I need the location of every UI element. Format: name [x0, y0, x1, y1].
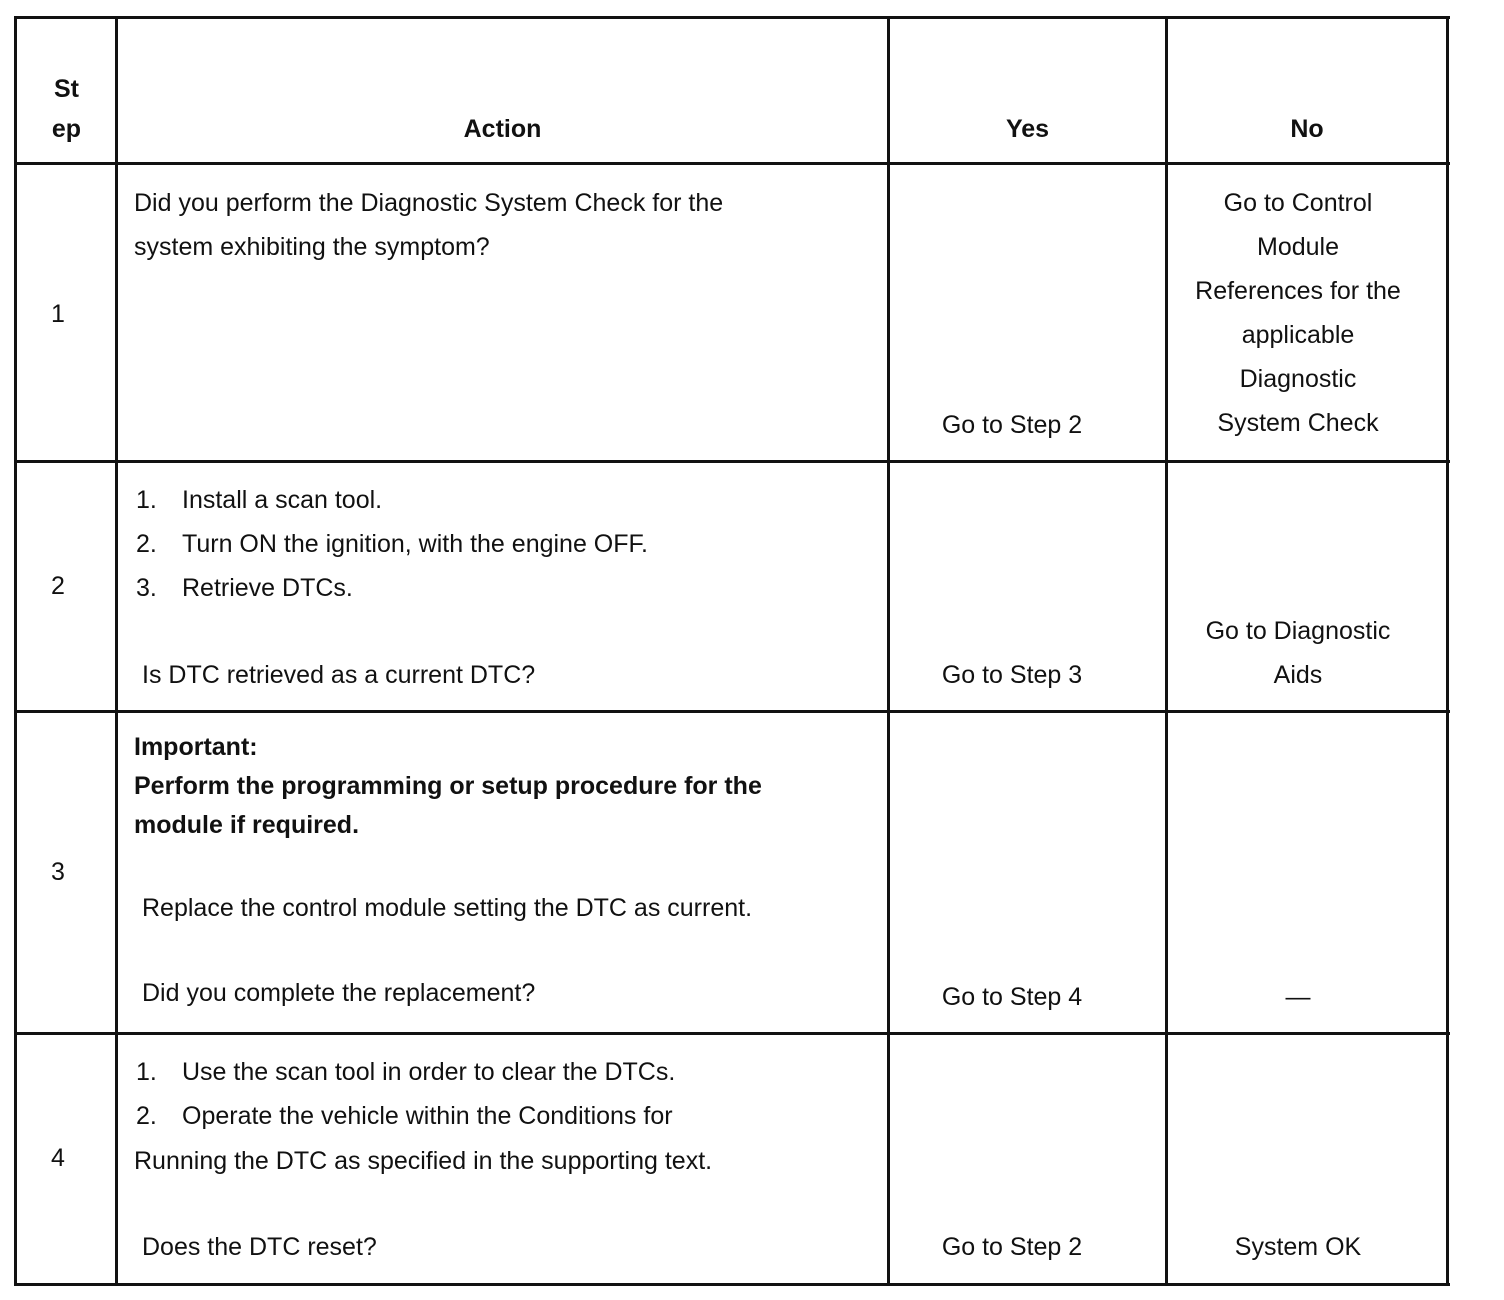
step-number: 3: [51, 858, 65, 886]
important-line: module if required.: [134, 811, 360, 839]
step-number: 4: [51, 1144, 65, 1172]
no-line: Diagnostic: [1239, 365, 1357, 393]
list-item: [136, 522, 648, 566]
no-result: System OK: [1234, 1233, 1362, 1261]
list-text: Turn ON the ignition, with the engine OFF.: [182, 530, 648, 558]
instruction-text: Replace the control module setting the DTC as current.: [142, 894, 753, 922]
column-divider: [115, 16, 118, 1286]
action-text: [134, 181, 723, 269]
no-line: Module: [1257, 233, 1339, 261]
yes-result: Go to Step 2: [941, 1233, 1083, 1261]
important-label: Important:: [134, 733, 258, 761]
list-number: 2.: [136, 1102, 157, 1130]
list-text: Retrieve DTCs.: [182, 574, 353, 602]
row-divider: [14, 710, 1450, 713]
no-line: Aids: [1273, 661, 1323, 689]
list-number: 2.: [136, 530, 157, 558]
list-item: [136, 1050, 675, 1094]
step-number: 1: [51, 300, 65, 328]
column-divider: [887, 16, 890, 1286]
no-line: System Check: [1217, 409, 1379, 437]
row-divider: [14, 1032, 1450, 1035]
yes-result: Go to Step 4: [941, 983, 1083, 1011]
list-text: Install a scan tool.: [182, 486, 383, 514]
row-divider: [14, 162, 1450, 165]
diagnostic-table: [14, 16, 1450, 1286]
table-border-left: [14, 16, 17, 1286]
question-text: Did you complete the replacement?: [142, 979, 536, 1007]
no-line: applicable: [1241, 321, 1355, 349]
list-text: Operate the vehicle within the Conditions for: [182, 1102, 673, 1130]
action-line: Did you perform the Diagnostic System Check for the: [134, 189, 724, 217]
no-line: References for the: [1195, 277, 1401, 305]
list-item: [136, 566, 648, 610]
continuation-text: Running the DTC as specified in the supporting text.: [134, 1147, 713, 1175]
list-number: 1.: [136, 1058, 157, 1086]
no-result: —: [1285, 983, 1311, 1011]
list-item: [136, 478, 648, 522]
list-item: [136, 1094, 675, 1138]
header-step-line: ep: [51, 115, 82, 143]
important-note: [134, 728, 762, 845]
yes-result: Go to Step 3: [941, 661, 1083, 689]
table-border-right: [1446, 16, 1449, 1286]
important-line: Perform the programming or setup procedure for the: [134, 772, 762, 800]
no-result: [1168, 609, 1428, 697]
question-text: Does the DTC reset?: [142, 1233, 377, 1261]
question-text: Is DTC retrieved as a current DTC?: [142, 661, 536, 689]
header-no: No: [1290, 115, 1324, 143]
header-yes: Yes: [1005, 115, 1050, 143]
list-number: 3.: [136, 574, 157, 602]
header-step-line: St: [54, 75, 79, 103]
step-number: 2: [51, 572, 65, 600]
table-border-top: [14, 16, 1450, 19]
no-line: Go to Diagnostic: [1205, 617, 1391, 645]
list-text: Use the scan tool in order to clear the DTCs.: [182, 1058, 676, 1086]
procedure-list: [136, 478, 648, 610]
list-number: 1.: [136, 486, 157, 514]
yes-result: Go to Step 2: [941, 411, 1083, 439]
procedure-list: [136, 1050, 675, 1138]
no-result: [1168, 181, 1428, 445]
table-border-bottom: [14, 1283, 1450, 1286]
header-step: [18, 69, 115, 149]
no-line: Go to Control: [1223, 189, 1373, 217]
action-line: system exhibiting the symptom?: [134, 233, 490, 261]
header-action: Action: [463, 115, 542, 143]
row-divider: [14, 460, 1450, 463]
